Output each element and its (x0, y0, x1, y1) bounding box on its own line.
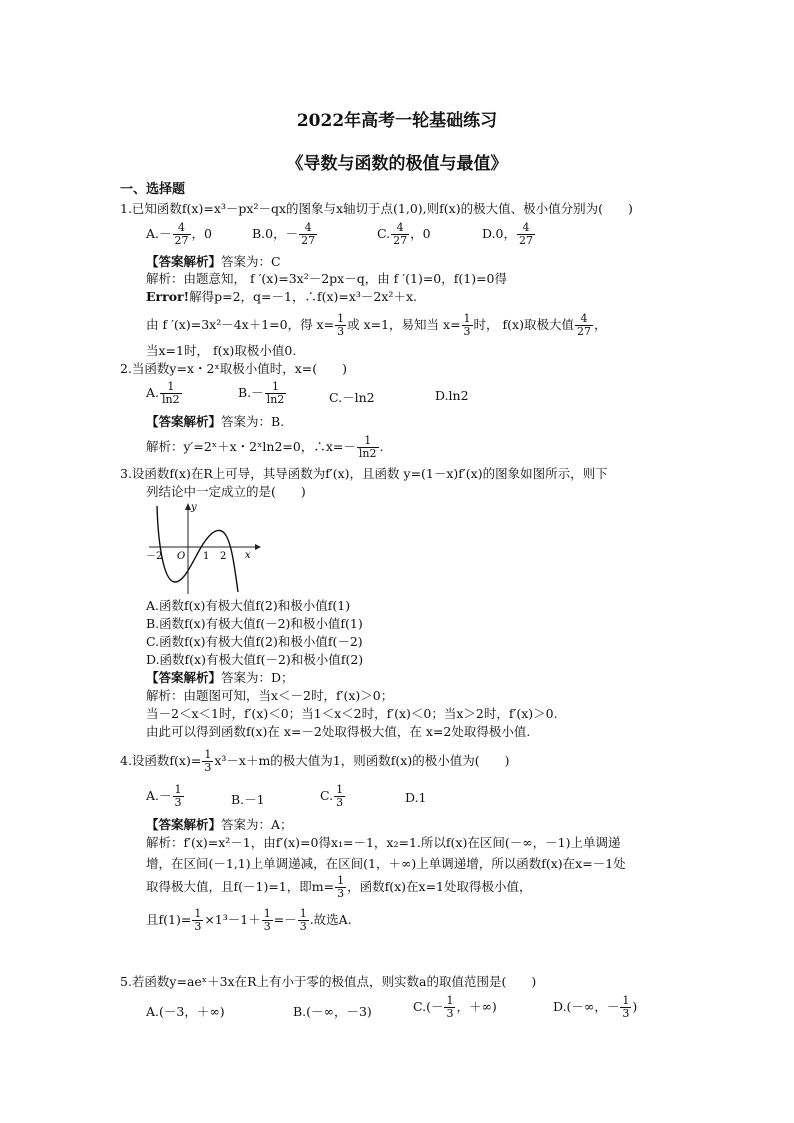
q4-option-c: C. $\frac{1}{3}$ (320, 783, 344, 809)
q1-explanation-2: Error!解得p=2，q=－1，∴f(x)=x³－2x²＋x. (146, 289, 417, 304)
q2-answer: 【答案解析】答案为：B. (146, 414, 285, 429)
origin-label: O (177, 551, 186, 562)
q4-explanation-2: 增，在区间(－1,1)上单调递减，在区间(1，＋∞)上单调递增，所以函数f(x)在x=－1处 (146, 856, 626, 871)
q3-stem-2: 列结论中一定成立的是( ) (146, 484, 306, 499)
q4-explanation-4: 且f(1)= $\frac{1}{3}$ ×1³－1＋ $\frac{1}{3}$ =－ $\frac{1}{3}$ .故选A. (146, 907, 352, 933)
q3-option-d: D.函数f(x)有极大值f(－2)和极小值f(2) (146, 652, 364, 667)
page-title: 2022年高考一轮基础练习 (296, 111, 498, 131)
q2-explanation: 解析：y′=2ˣ＋x・2ˣln2=0，∴x=－ $\frac{1}{\ln 2}$ . (146, 434, 384, 460)
q1-explanation-4: 当x=1时， f(x)取极小值0. (146, 343, 297, 358)
answer-tag: 【答案解析】 (146, 254, 222, 269)
q5-option-a: A.(－3，＋∞) (146, 1004, 225, 1019)
q1-option-d: D.0， $\frac{4}{27}$ (482, 221, 534, 247)
q3-explanation-2: 当－2＜x＜1时，f′(x)＜0；当1＜x＜2时，f′(x)＜0；当x＞2时，f′(x)＞0. (146, 706, 558, 721)
q1-option-c: C. $\frac{4}{27}$ ，0 (377, 221, 431, 247)
q4-answer: 【答案解析】答案为：A； (146, 817, 293, 832)
page-subtitle: 《导数与函数的极值与最值》 (286, 154, 508, 174)
q2-stem: 2.当函数y=x・2ˣ取极小值时，x=( ) (120, 361, 348, 376)
q1-option-a: A.－ $\frac{4}{27}$ ，0 (146, 221, 212, 247)
tick-label-1: 1 (203, 551, 210, 562)
x-axis-label: x (245, 550, 251, 561)
q4-option-d: D.1 (405, 790, 427, 805)
y-axis-label: y (191, 502, 197, 513)
q2-option-c: C.－ln2 (329, 390, 375, 405)
q3-option-c: C.函数f(x)有极大值f(2)和极小值f(－2) (146, 634, 363, 649)
q1-explanation-1: 解析：由题意知， f ′(x)=3x²－2px－q，由 f ′(1)=0，f(1)=0得 (146, 271, 508, 286)
q1-answer: 【答案解析】答案为：C (146, 254, 281, 269)
q3-explanation-3: 由此可以得到函数f(x)在 x=－2处取得极大值，在 x=2处取得极小值. (146, 724, 531, 739)
section-heading: 一、选择题 (120, 182, 186, 197)
q5-stem: 5.若函数y=aeˣ＋3x在R上有小于零的极值点，则实数a的取值范围是( ) (120, 974, 537, 989)
q5-option-d: D.(－∞，－ $\frac{1}{3}$ ) (553, 994, 638, 1020)
tick-label-minus-2: －2 (146, 551, 163, 562)
q3-stem-1: 3.设函数f(x)在R上可导，其导函数为f′(x)，且函数 y=(1－x)f′(x)的图象如图所示，则下 (120, 466, 608, 481)
q4-option-a: A.－ $\frac{1}{3}$ (146, 783, 182, 809)
q4-stem: 4.设函数f(x)= $\frac{1}{3}$ x³－x＋m的极大值为1，则函数f(x)的极小值为( ) (120, 748, 510, 774)
q3-option-a: A.函数f(x)有极大值f(2)和极小值f(1) (146, 598, 351, 613)
q2-option-b: B.－ $\frac{1}{\ln 2}$ (238, 380, 285, 406)
q1-explanation-3: 由 f ′(x)=3x²－4x＋1=0，得 x= $\frac{1}{3}$ 或 x=1，易知当 x= $\frac{1}{3}$ 时， f(x)取极大值 $\frac{4}{27}$ ， (146, 312, 607, 338)
q1-option-b: B.0，－ $\frac{4}{27}$ (252, 221, 316, 247)
q2-option-a: A. $\frac{1}{\ln 2}$ (146, 380, 180, 406)
q4-explanation-1: 解析：f′(x)=x²－1，由f′(x)=0得x₁=－1，x₂=1.所以f(x)在区间(－∞，－1)上单调递 (146, 835, 621, 850)
q5-option-c: C.(－ $\frac{1}{3}$ ，＋∞) (413, 994, 497, 1020)
q3-answer: 【答案解析】答案为：D； (146, 670, 294, 685)
q4-explanation-3: 取得极大值，且f(－1)=1，即m= $\frac{1}{3}$ ，函数f(x)在x=1处取得极小值， (146, 874, 532, 900)
q2-option-d: D.ln2 (435, 388, 469, 403)
tick-label-2: 2 (220, 551, 227, 562)
q5-option-b: B.(－∞，－3) (293, 1004, 372, 1019)
q1-stem: 1.已知函数f(x)=x³－px²－qx的图象与x轴切于点(1,0),则f(x)的极大值、极小值分别为( ) (120, 201, 633, 216)
q3-derivative-graph (145, 500, 265, 596)
q3-explanation-1: 解析：由题图可知，当x＜－2时，f′(x)＞0； (146, 688, 394, 703)
q4-option-b: B.－1 (231, 792, 265, 807)
q3-option-b: B.函数f(x)有极大值f(－2)和极小值f(1) (146, 616, 363, 631)
